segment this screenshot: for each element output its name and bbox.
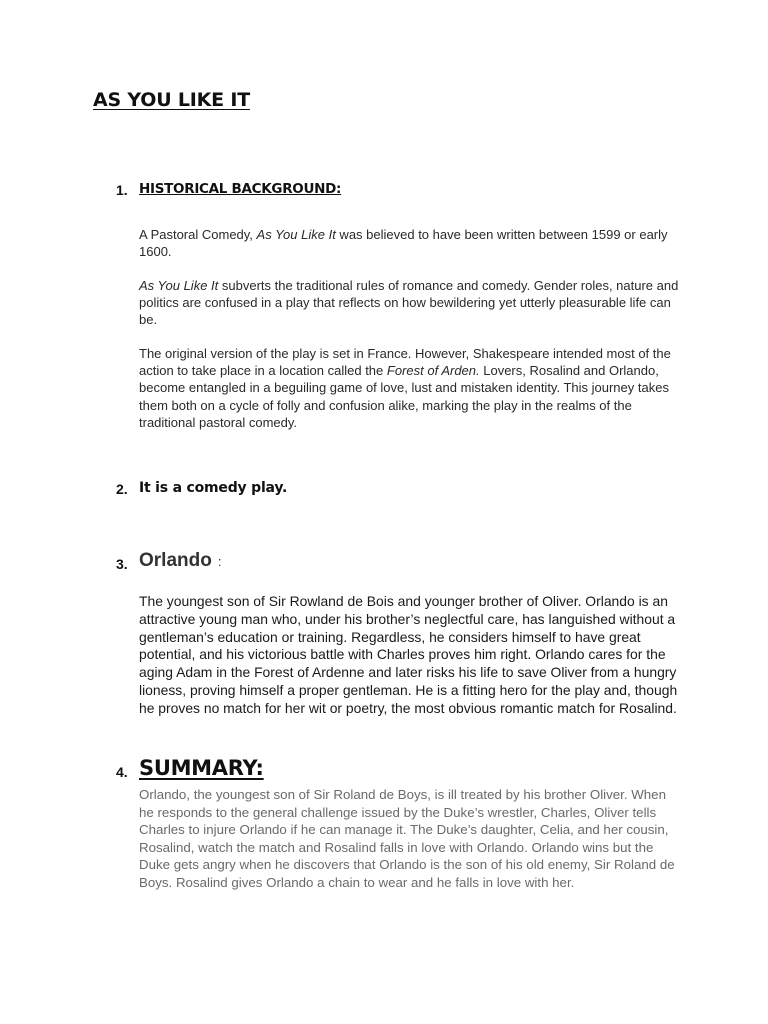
section-1-number: 1.: [116, 182, 128, 198]
section-4-number: 4.: [116, 764, 128, 780]
history-paragraph-2: [139, 277, 679, 329]
section-2-heading: It is a comedy play.: [139, 480, 288, 496]
history-paragraph-3-post: Lovers, Rosalind and Orlando, become entangled in a beguiling game of love, lust and mistaken identity. This journey takes them both on a cycle of folly and confusion alike, marking the play in the realms of the traditional pastoral comedy.: [139, 363, 669, 430]
section-2-number: 2.: [116, 481, 128, 497]
history-paragraph-1: [139, 226, 679, 260]
section-3-number: 3.: [116, 556, 128, 572]
history-paragraph-2-post: subverts the traditional rules of romance and comedy. Gender roles, nature and politics are confused in a play that reflects on how bewildering yet utterly pleasurable life can be.: [139, 278, 679, 328]
history-paragraph-1-pre: A Pastoral Comedy,: [139, 227, 257, 242]
history-paragraph-3: [139, 345, 679, 431]
history-paragraph-2-italic: As You Like It: [139, 278, 219, 293]
section-4-heading: SUMMARY:: [139, 756, 264, 780]
section-1-heading: HISTORICAL BACKGROUND:: [139, 181, 342, 197]
history-paragraph-1-post: was believed to have been written between 1599 or early 1600.: [139, 227, 668, 260]
history-paragraph-1-italic: As You Like It: [256, 227, 336, 242]
document-title: AS YOU LIKE IT: [93, 89, 251, 111]
section-3-heading: [139, 550, 221, 572]
history-paragraph-3-pre: The original version of the play is set in France. However, Shakespeare intended most of the action to take place in a location called the: [139, 346, 671, 379]
orlando-heading-text: Orlando: [139, 550, 212, 571]
history-paragraph-3-italic: Forest of Arden.: [386, 363, 480, 379]
orlando-paragraph: The youngest son of Sir Rowland de Bois and younger brother of Oliver. Orlando is an attractive young man who, under his brother’s neglectful care, has languished without a gentleman’s education or training. Regardless, he considers himself to have great potential, and his victorious battle with Charles proves him right. Orlando cares for the aging Adam in the Forest of Ardenne and later risks his life to save Oliver from a hungry lioness, proving himself a proper gentleman. He is a fitting hero for the play and, though he proves no match for her wit or poetry, the most obvious romantic match for Rosalind.: [139, 593, 678, 716]
orlando-heading-colon: :: [217, 554, 222, 569]
summary-paragraph: Orlando, the youngest son of Sir Roland de Boys, is ill treated by his brother Oliver. When he responds to the general challenge issued by the Duke’s wrestler, Charles, Oliver tells Charles to injure Orlando if he can manage it. The Duke’s daughter, Celia, and her cousin, Rosalind, watch the match and Rosalind falls in love with Orlando. Orlando wins but the Duke gets angry when he discovers that Orlando is the son of his old enemy, Sir Roland de Boys. Rosalind gives Orlando a chain to wear and he falls in love with her.: [139, 787, 675, 890]
